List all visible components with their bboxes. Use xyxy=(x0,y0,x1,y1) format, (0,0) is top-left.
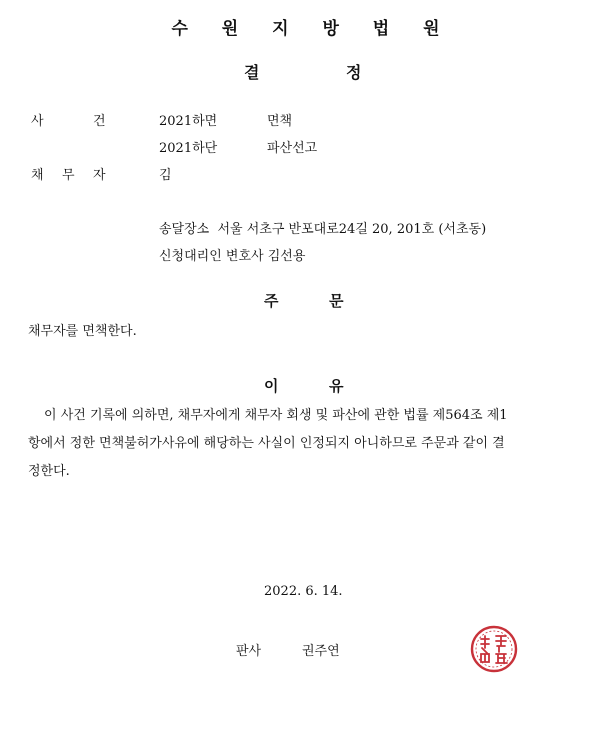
reason-line-2: 항에서 정한 면책불허가사유에 해당하는 사실이 인정되지 아니하므로 주문과 같이 결 xyxy=(28,436,505,451)
judge-name: 권주연 xyxy=(302,644,340,659)
attorney: 신청대리인 변호사 김선용 xyxy=(159,249,306,264)
case-type-2: 파산선고 xyxy=(267,141,318,156)
debtor-label-char-3: 자 xyxy=(93,168,106,183)
service-address: 송달장소 서울 서초구 반포대로24길 20, 201호 (서초동) xyxy=(159,222,487,237)
debtor-label-char-1: 채 xyxy=(31,168,44,183)
case-type-1: 면책 xyxy=(267,114,293,129)
case-number-2: 2021하단 xyxy=(159,141,218,156)
case-label-char-1: 사 xyxy=(31,114,44,129)
order-text: 채무자를 면책한다. xyxy=(28,324,137,339)
doc-title-char-1: 결 xyxy=(244,63,260,82)
court-name: 수 원 지 방 법 원 xyxy=(171,19,454,39)
decision-date: 2022. 6. 14. xyxy=(264,584,343,599)
case-label-char-2: 건 xyxy=(93,114,106,129)
case-number-1: 2021하면 xyxy=(159,114,218,129)
reason-heading-char-1: 이 xyxy=(264,377,279,395)
debtor-name: 김 xyxy=(159,168,172,183)
doc-title-char-2: 정 xyxy=(346,63,362,82)
order-heading-char-2: 문 xyxy=(329,292,344,310)
judge-title: 판사 xyxy=(236,644,262,659)
debtor-label-char-2: 무 xyxy=(62,168,75,183)
order-heading-char-1: 주 xyxy=(264,292,279,310)
judge-seal-stamp xyxy=(469,624,519,674)
reason-heading-char-2: 유 xyxy=(329,377,344,395)
reason-line-3: 정한다. xyxy=(28,464,70,479)
reason-line-1: 이 사건 기록에 의하면, 채무자에게 채무자 회생 및 파산에 관한 법률 제564조 제1 xyxy=(44,408,508,423)
